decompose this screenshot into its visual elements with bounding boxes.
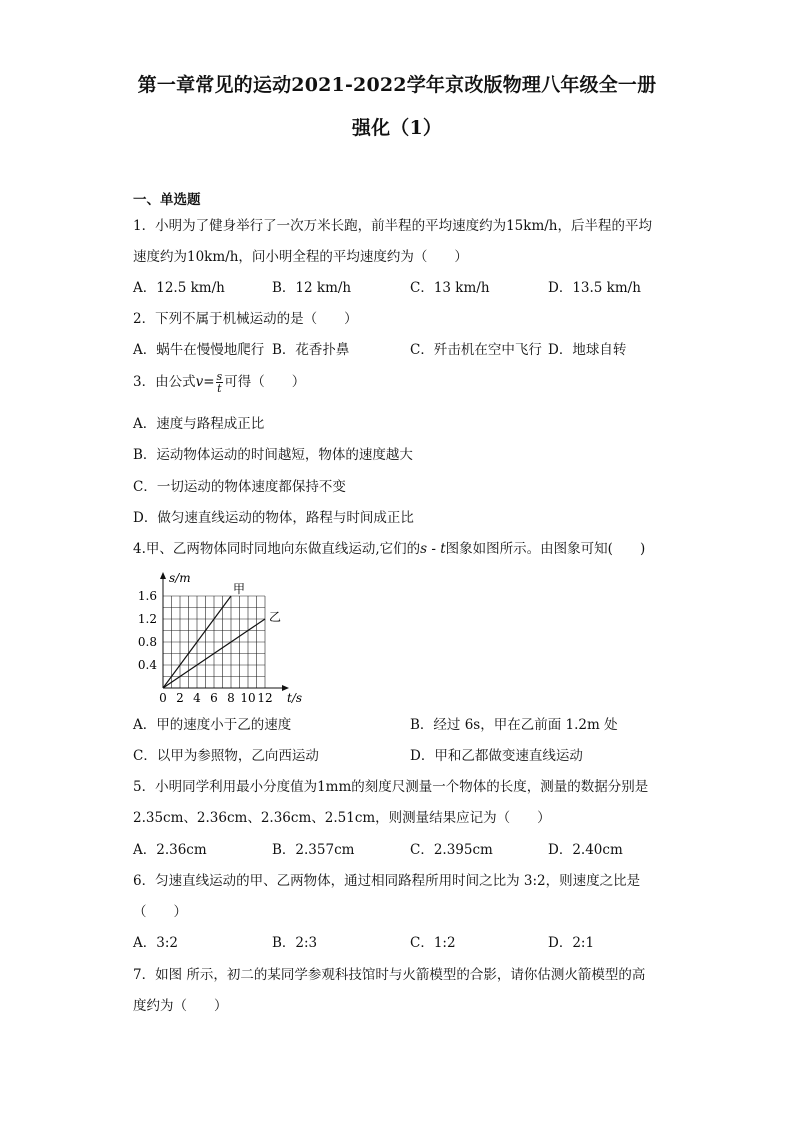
q5-option-a: A．2.36cm	[133, 842, 207, 858]
q4-stem-a: 4.甲、乙两物体同时同地向东做直线运动,它们的	[133, 541, 421, 557]
q3-formula-numerator: s	[216, 370, 223, 383]
q5-stem-line2: 2.35cm、2.36cm、2.36cm、2.51cm，则测量结果应记为（ ）	[133, 810, 551, 826]
document-title-line1: 第一章常见的运动2021-2022学年京改版物理八年级全一册	[137, 74, 657, 96]
x-tick-label: 2	[176, 691, 184, 703]
q3-option-d: D．做匀速直线运动的物体，路程与时间成正比	[133, 510, 414, 526]
q4-option-d: D．甲和乙都做变速直线运动	[410, 748, 583, 764]
q4-stem-var: s - t	[420, 541, 446, 557]
chart-x-axis-label: t/s	[287, 691, 303, 703]
series-label-0: 甲	[233, 582, 246, 596]
y-tick-label: 1.6	[137, 589, 157, 603]
q5-stem-line1: 5．小明同学利用最小分度值为1mm的刻度尺测量一个物体的长度，测量的数据分别是	[133, 779, 649, 795]
y-tick-label: 1.2	[137, 612, 157, 626]
q3-formula-eq: =	[203, 374, 215, 390]
q6-option-c: C．1:2	[410, 935, 456, 951]
x-tick-label: 6	[210, 691, 218, 703]
y-axis-arrow-icon	[160, 572, 166, 579]
x-tick-label: 4	[193, 691, 201, 703]
y-tick-label: 0.8	[137, 635, 157, 649]
section-heading: 一、单选题	[133, 192, 201, 208]
q6-option-b: B．2:3	[272, 935, 318, 951]
q6-option-d: D．2:1	[548, 935, 595, 951]
q1-stem-line1: 1．小明为了健身举行了一次万米长跑，前半程的平均速度约为15km/h，后半程的平均	[133, 218, 652, 234]
q2-option-c: C．歼击机在空中飞行	[410, 342, 542, 358]
q3-option-b: B．运动物体运动的时间越短，物体的速度越大	[133, 447, 413, 463]
q2-option-b: B．花香扑鼻	[272, 342, 350, 358]
document-title-line2: 强化（1）	[351, 117, 443, 139]
q4-stem-b: 图象如图所示。由图象可知( )	[445, 541, 646, 557]
q3-option-a: A．速度与路程成正比	[133, 416, 265, 432]
q7-stem-line2: 度约为（ ）	[133, 998, 228, 1014]
q6-stem-line1: 6．匀速直线运动的甲、乙两物体，通过相同路程所用时间之比为 3:2，则速度之比是	[133, 873, 641, 889]
chart-y-axis-label: s/m	[169, 571, 191, 585]
q2-option-d: D．地球自转	[548, 342, 627, 358]
q5-option-c: C．2.395cm	[410, 842, 493, 858]
q3-suffix: 可得（ ）	[224, 374, 306, 390]
x-tick-label: 0	[159, 691, 167, 703]
q3-stem	[133, 370, 305, 394]
q4-stem	[133, 537, 645, 557]
q6-option-a: A．3:2	[133, 935, 178, 951]
q6-stem-line2: （ ）	[133, 904, 187, 920]
q4-option-b: B．经过 6s，甲在乙前面 1.2m 处	[410, 717, 618, 733]
q4-option-c: C．以甲为参照物，乙向西运动	[133, 748, 319, 764]
q3-option-c: C．一切运动的物体速度都保持不变	[133, 479, 346, 495]
chart-series	[163, 582, 281, 688]
chart-grid	[163, 596, 265, 688]
q1-option-d: D．13.5 km/h	[548, 280, 641, 296]
chart-axes	[160, 572, 289, 691]
x-tick-label: 10	[240, 691, 256, 703]
x-tick-label: 8	[227, 691, 235, 703]
y-tick-label: 0.4	[137, 658, 157, 672]
s-t-graph	[135, 565, 310, 703]
q4-option-a: A．甲的速度小于乙的速度	[133, 717, 292, 733]
x-tick-label: 12	[257, 691, 273, 703]
q1-option-c: C．13 km/h	[410, 280, 490, 296]
q1-option-b: B．12 km/h	[272, 280, 352, 296]
q2-option-a: A．蜗牛在慢慢地爬行	[133, 342, 265, 358]
q2-stem: 2．下列不属于机械运动的是（ ）	[133, 311, 358, 327]
q3-formula-denominator: t	[217, 382, 222, 395]
q5-option-d: D．2.40cm	[548, 842, 623, 858]
q3-formula-fraction	[216, 371, 224, 394]
series-label-1: 乙	[269, 610, 282, 624]
q1-option-a: A．12.5 km/h	[133, 280, 225, 296]
q1-stem-line2: 速度约为10km/h，问小明全程的平均速度约为（ ）	[133, 249, 468, 265]
q7-stem-line1: 7．如图 所示，初二的某同学参观科技馆时与火箭模型的合影，请你估测火箭模型的高	[133, 967, 646, 983]
q3-formula-v: v	[195, 374, 204, 390]
q3-prefix: 3．由公式	[133, 374, 196, 390]
q5-option-b: B．2.357cm	[272, 842, 355, 858]
